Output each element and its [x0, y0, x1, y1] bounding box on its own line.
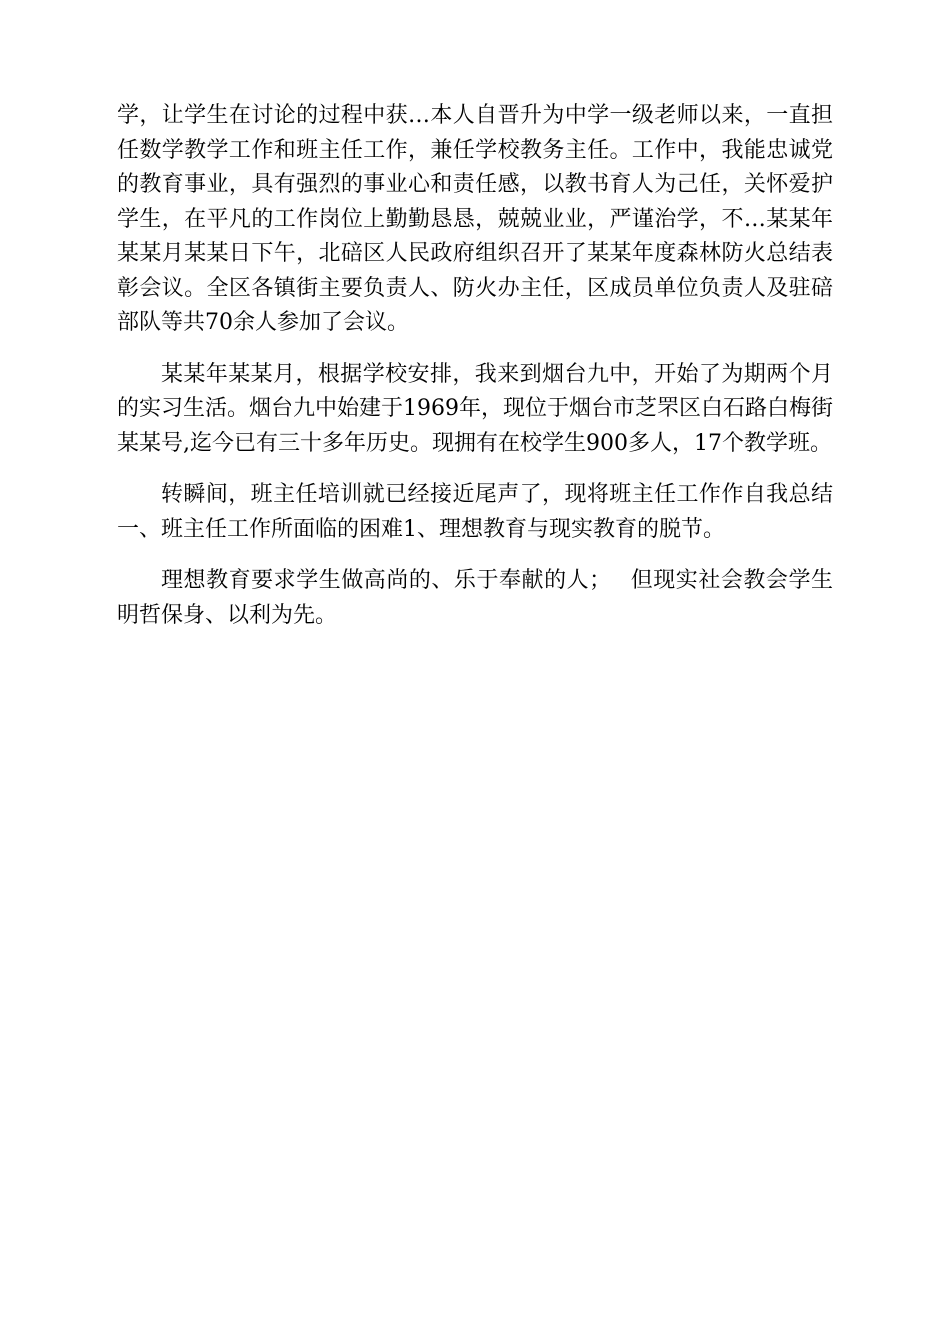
paragraph-4: 理想教育要求学生做高尚的、乐于奉献的人； 但现实社会教会学生明哲保身、以利为先。	[117, 568, 833, 628]
paragraph-3: 转瞬间，班主任培训就已经接近尾声了，现将班主任工作作自我总结一、班主任工作所面临的困难1、理想教育与现实教育的脱节。	[117, 482, 833, 542]
paragraph-2: 某某年某某月，根据学校安排，我来到烟台九中，开始了为期两个月的实习生活。烟台九中始建于1969年，现位于烟台市芝罘区白石路白梅街某某号,迄今已有三十多年历史。现拥有在校学生900多人，17个教学班。	[117, 361, 833, 456]
paragraph-1: 学，让学生在讨论的过程中获…本人自晋升为中学一级老师以来，一直担任数学教学工作和班主任工作，兼任学校教务主任。工作中，我能忠诚党的教育事业，具有强烈的事业心和责任感，以教书育人为己任，关怀爱护学生，在平凡的工作岗位上勤勤恳恳，兢兢业业，严谨治学，不…某某年某某月某某日下午，北碚区人民政府组织召开了某某年度森林防火总结表彰会议。全区各镇街主要负责人、防火办主任，区成员单位负责人及驻碚部队等共70余人参加了会议。	[117, 103, 833, 335]
document-body	[117, 99, 833, 650]
